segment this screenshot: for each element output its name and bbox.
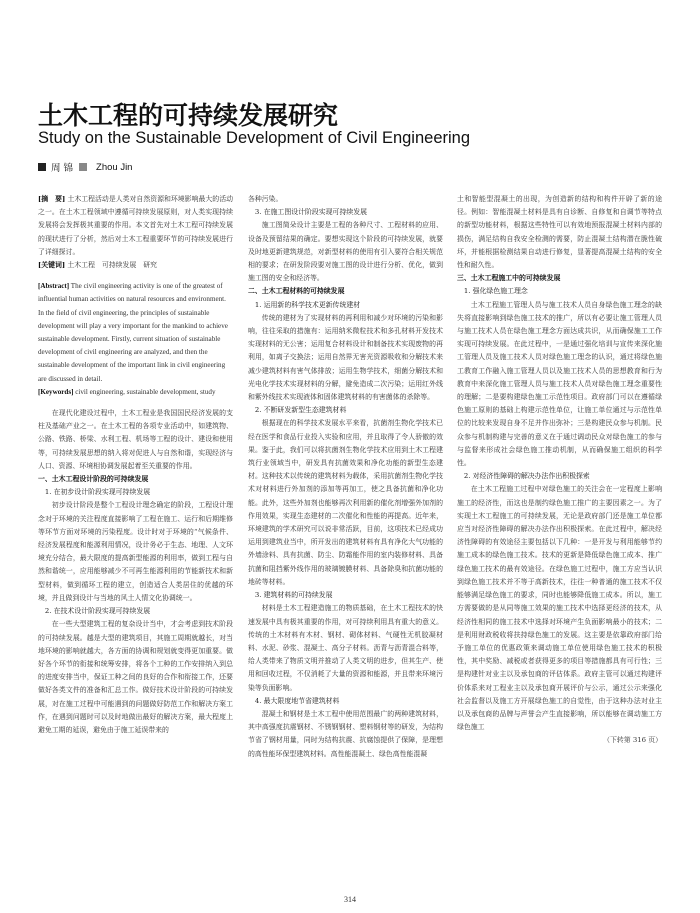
keywords-cn-text: 土木工程 可持续发展 研究 [67, 261, 157, 270]
keywords-en-label: [Keywords] [38, 387, 74, 396]
abstract-cn-label: [摘 要] [38, 195, 66, 203]
body-paragraph: 在现代化建设过程中，土木工程业是我国国民经济发展的支柱及基础产业之一。在土木工程的各项专业活动中，如建筑物、公路、铁路、桥梁、水利工程、机场等工程的设计、建设和使用等，可持续发展思想的纳入将对促进人与自然和谐，实现经济与人口、资源、环境相协调发展起着至关重要的作用。 [38, 409, 233, 470]
body-paragraph: 材料是土木工程建造施工的物质基础，在土木工程技术的快速发展中具有极其重要的作用，对可持续利用具有重大的意义。传统的土木材料有木材、钢材、砌体材料、气硬性无机胶凝材料、水泥、砂浆、混凝土、高分子材料。沥青与沥青混合料等，给人类带来了物质文明并推动了人类文明的进步，但其生产、使用和回收过程，不仅消耗了大量的资源和能源，并且带来环境污染等负面影响。 [248, 604, 443, 692]
body-paragraph: 初步设计阶段是整个工程设计理念确定的阶段，工程设计理念对于环境的关注程度直接影响了工程在施工、运行和后期维修等环节方面对环境的污染程度。设计时对于环境的“气候条件、经济发展程度和能源利用情况，设计务必于生态、地理、人文环境充分结合，最大限度的提高新型能源的利用率，做到工程与自然和谐统一，应用能够减少不可再生能源利用的节能新技术和新型材料，做到循环工程的建立，创造适合人类居住的优越的环境，并且做到设计与当地的风土人情文化协调统一。 [38, 501, 233, 602]
keywords-en-text: civil engineering, sustainable development, study [75, 387, 216, 396]
page-title-en: Study on the Sustainable Development of Civil Engineering [38, 129, 471, 147]
keywords-en [38, 386, 233, 399]
square-bullet-icon [79, 163, 87, 171]
authors [38, 160, 132, 174]
subsection-heading: 3. 建筑材料的可持续发展 [254, 591, 333, 600]
author-en: Zhou Jin [96, 161, 133, 173]
subsection-heading: 4. 最大限度地节省建筑材料 [254, 696, 340, 705]
abstract-en-label: [Abstract] [38, 282, 70, 291]
abstract-en-text: The civil engineering activity is one of the greatest of influential human activities on natural resources and environment. In the field of civil engineering, the principles of sustainable development will play a very important for the mankind to achieve sustainable development. Firstly, current situation of sustainable development of civil engineering are analyzed, and then the sustainable development of the important link in civil engineering are discussed in detail. [38, 282, 228, 383]
abstract-cn-text: 土木工程活动是人类对自然资源和环境影响最大的活动之一。在土木工程领域中遵循可持续发展原则，对人类实现持续发展将会发挥极其重要的作用。本文首先对土木工程可持续发展的现状进行了分析，然后对土木工程重要环节的可持续发展进行了详细探讨。 [38, 195, 233, 256]
continued-note: （下转第 316 页） [603, 736, 662, 745]
page-title-cn: 土木工程的可持续发展研究 [38, 101, 339, 130]
col2-body [248, 193, 443, 761]
author-cn: 周 锦 [51, 163, 74, 174]
col3-body [457, 193, 662, 748]
page-number: 314 [344, 895, 356, 904]
body-paragraph: 根据现在的科学技术发展水平来看，抗菌剂生物化学技术已经在医学和食品行业投入实验和应用，并且取得了令人骄傲的效果。鉴于此，我们可以将抗菌剂生物化学技术应用到土木工程建筑行业领域当中，研发具有抗菌效果和净化功能的新型生态建材。这种技术以传统的建筑材料为载体，采用抗菌剂生物化学技术对材料进行外加剂的添加等再加工，使之具备抗菌和净化功能。此外，这些外加剂也能够再次利用新的催化剂增强外加剂的作用效果，实现生态建材的二次催化和性能的再提高。近年来，环境建筑的学术研究可以说非常活跃，目前，这项技术已经成功运用到建筑业当中，所开发出的建筑材料有具有净化大气功能的外墙涂料、具有抗菌、防尘、防霜能作用的室内装修材料、具备抗菌和阻挡紫外线作用的玻璃镀膜材料、具备除臭和抗菌功能的地砖等材料。 [248, 419, 443, 586]
body-paragraph: 在一些大型建筑工程的复杂设计当中，才会考虑到技术阶段的可持续发展。越是大型的建筑项目，其施工周期就越长，对当地环境的影响就越大，各方面的协调和规划就变得更加重要。做好各个环节的衔接和统筹安排，将各个工种的工作安排纳入到总的进度安排当中，保证工种之间的良好的合作和衔接工作，还要做好各类文件的准备和汇总工作。做好技术设计阶段的可持续发展，对在施工过程中可能遇到的问题做好防范工作和解决方案工作，在遇到问题时可以及时地做出最好的解决方案，最大程度上避免工期的延误，避免由于施工延误带来的 [38, 620, 233, 734]
subsection-heading: 3. 在施工图设计阶段实现可持续发展 [254, 208, 368, 217]
body-paragraph: 传统的建材为了实现材料的再利用和减少对环境的污染和影响，往往采取的措施有：运用纳米微粒技术和多孔材料开发技术实现材料的无公害；运用复合材料设计和制备技术实现废物的再利用，如离子交换法；运用自然界无害光资源吸收和分解技术来减少建筑材料有害气体排放；运用生物学技术，细菌分解技术和光电化学技术实现材料的分解，避免造成二次污染；运用红外线和紫外线技术实现液体和固体建筑材料的有害菌体的杀除等。 [248, 313, 443, 402]
subsection-heading: 2. 对经济性障碍的解决办法作出积极探索 [463, 472, 590, 481]
text-column-3 [457, 193, 662, 748]
abstract-en [38, 280, 233, 386]
section-heading: 二、土木工程材料的可持续发展 [248, 287, 345, 296]
subsection-heading: 1. 在初步设计阶段实现可持续发展 [44, 488, 151, 497]
square-bullet-icon [38, 163, 46, 171]
text-column-2 [248, 193, 443, 761]
subsection-heading: 1. 运用新的科学技术更新传统建材 [254, 300, 361, 309]
subsection-heading: 1. 强化绿色施工理念 [463, 287, 528, 296]
body-paragraph: 土和智能型混凝土的出现，为创造新的结构和构件开辟了新的途径。例如：智能混凝土材料是具有自诊断、自修复和自调节等特点的新型功能材料，根据这些特性可以有效地预报混凝土材料内部的损伤，满足结构自我安全检测的需要，防止混凝土结构潜在脆性破坏，并能根据检测结果自动进行修复，显著提高混凝土结构的安全性和耐久性。 [457, 195, 662, 270]
keywords-cn-label: [关键词] [38, 261, 66, 270]
section-heading: 三、土木工程施工中的可持续发展 [457, 274, 561, 283]
text-column-1 [38, 193, 233, 737]
subsection-heading: 2. 在技术设计阶段实现可持续发展 [44, 607, 151, 616]
body-paragraph: 各种污染。 [248, 195, 283, 203]
abstract-cn [38, 193, 233, 259]
subsection-heading: 2. 不断研发新型生态建筑材料 [254, 406, 347, 415]
body-paragraph: 在土木工程施工过程中对绿色施工的关注会在一定程度上影响施工的经济性，而这也是制约绿色施工推广的主要因素之一。为了实现土木工程施工的可持续发展，无论是政府部门还是施工单位都应当对经济性障碍的解决办法作出积极探索。在此过程中，解决经济性障碍的有效途径主要包括以下几种：一是开发与利用能够节约施工成本的绿色施工技术。技术的更新是降低绿色施工成本、推广绿色施工技术的最有效途径。在绿色施工过程中，施工方应当认识到绿色施工技术并不等于高新技术，往往一种普通的施工技术不仅能够满足绿色施工的要求，同时也能够降低施工成本。所以，施工方需要做的是从同等施工效果的施工技术中选择更经济的技术，从经济性相同的施工技术中选择对环境产生负面影响最小的技术；二是利用财政税收将扶持绿色施工的发展。这主要是依靠政府部门给予施工单位的优惠政策来调动施工单位使用绿色施工技术的积极性，其中奖励、减税或者获得更多的项目等措施都具有可行性；三是构建针对业主以及承包商的评估体系。政府主管可以通过构建评价体系来对工程业主以及承包商开展评价与公示，通过公示来强化社会监督以及施工方开展绿色施工的自觉性，由于这种办法对业主以及承包商的品牌与声誉会产生直接影响，所以能够在调动施工方绿色施工 [457, 485, 662, 732]
body-paragraph: 土木工程施工管理人员与施工技术人员自身绿色施工理念的缺失将直接影响到绿色施工技术的推广，所以有必要让施工管理人员与施工技术人员在绿色施工理念方面达成共识，从而确保施工工作实现可持续发展。在此过程中，一是通过强化培训与宣传来深化施工管理人员及施工技术人员对绿色施工理念的认识，通过将绿色施工教育工作融入施工管理人员以及施工技术人员的思想教育和行为教育中来深化施工管理人员与施工技术人员对绿色施工理念重要性的理解；二是要构建绿色施工示范性项目。政府部门可以在遵循绿色施工原则的基础上构建示范性单位，让施工单位通过与示范性单位的比较来发现自身不足并作出弥补；三是构建民众参与机制。民众参与机制构建与完善的意义在于通过调动民众对绿色施工的参与与监督来形成社会绿色施工推动机制，从而确保施工组织的科学性。 [457, 300, 662, 468]
section-heading: 一、土木工程设计阶段的可持续发展 [38, 475, 149, 484]
body-paragraph: 施工图简朵设计主要是工程的各种尺寸、工程材料的应用、设备及预留结果的确定。要想实现这个阶段的可持续发展，就要及时地更新建筑规范，对新型材料的使用有引入要符合相关规范相的要求；在研发阶段要对施工图的设计进行分析、优化，做到施工图的安全和经济等。 [248, 221, 443, 283]
keywords-cn [38, 259, 233, 272]
body-paragraph: 混凝土和钢材是土木工程中使用范围最广的两种建筑材料，其中高强度抗震钢材、不锈钢钢材、塑料钢材等的研发，为结构节省了钢材用量，同时为结构抗震、抗腐蚀提供了保障，是理想的高性能环保型建筑材料。高性能混凝土、绿色高性能混凝 [248, 709, 443, 758]
col1-body [38, 407, 233, 737]
